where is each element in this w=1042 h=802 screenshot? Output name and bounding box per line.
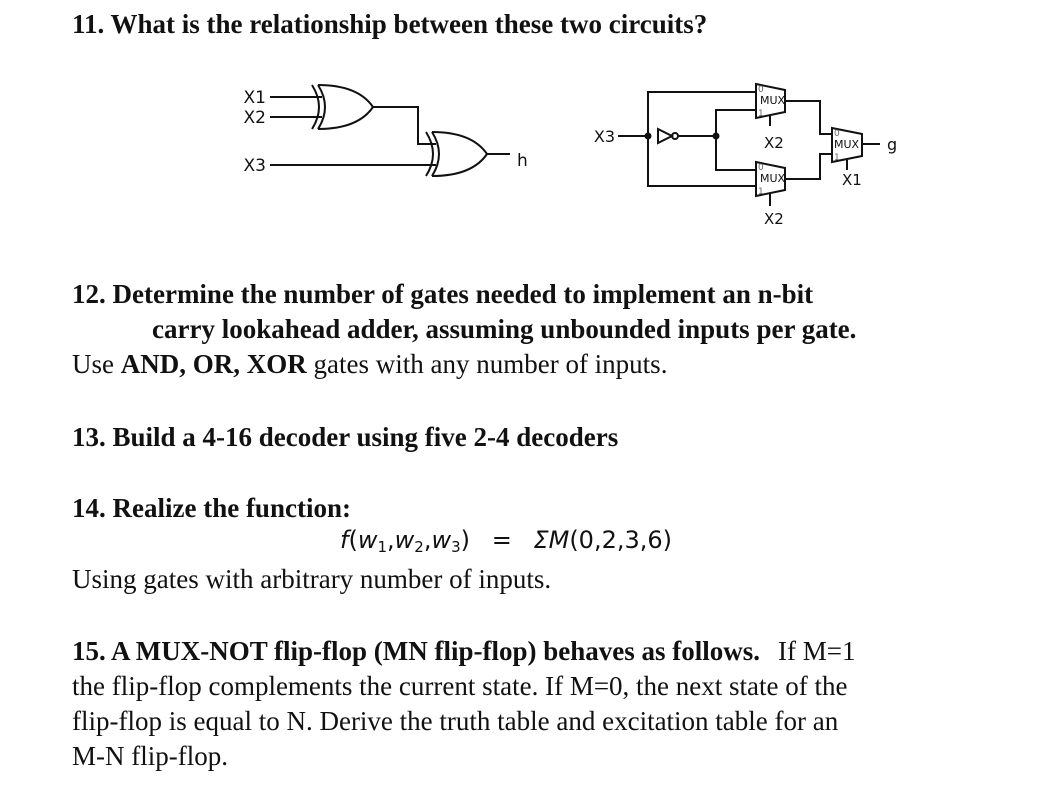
circuit1-x3-label: X3 bbox=[243, 156, 266, 176]
q14-paren-close: ) bbox=[460, 526, 471, 554]
q14-w1: w bbox=[357, 526, 378, 554]
mux3-zero-label: 0 bbox=[834, 129, 840, 139]
q14-paren-open: ( bbox=[348, 526, 358, 554]
q14-f-symbol: f bbox=[340, 526, 349, 554]
q14-comma1: , bbox=[387, 526, 395, 554]
mux3-select-label: X1 bbox=[842, 171, 862, 189]
q15-line1 bbox=[72, 635, 855, 667]
q14-w2: w bbox=[394, 526, 415, 554]
circuit2-output-label: g bbox=[887, 135, 898, 154]
mux1-zero-label: 0 bbox=[758, 85, 764, 95]
q14-sub1: 1 bbox=[377, 538, 388, 556]
mux2-label: MUX bbox=[760, 172, 786, 185]
circuit1-x1-label: X1 bbox=[243, 88, 266, 108]
mux1-select-label: X2 bbox=[764, 134, 784, 152]
circuit1-x2-label: X2 bbox=[243, 108, 266, 128]
q15-line3: flip-flop is equal to N. Derive the truth table and excitation table for an bbox=[72, 706, 839, 736]
q15-line2: the flip-flop complements the current state. If M=0, the next state of the bbox=[72, 671, 848, 701]
q14-sub2: 2 bbox=[414, 538, 424, 556]
circuit1-xor-diagram bbox=[230, 80, 550, 190]
mux2-zero-label: 0 bbox=[758, 163, 764, 173]
q14-comma2: , bbox=[423, 526, 432, 554]
q15-line1-bold: 15. A MUX-NOT flip-flop (MN flip-flop) behaves as follows. bbox=[72, 636, 761, 666]
q14-equals: = bbox=[491, 526, 512, 554]
q12-line3-pre: Use bbox=[72, 349, 121, 379]
q13-title: 13. Build a 4-16 decoder using five 2-4 decoders bbox=[72, 422, 619, 452]
mux1-one-label: 1 bbox=[758, 109, 764, 119]
q14-w3: w bbox=[431, 526, 452, 554]
mux2-one-label: 1 bbox=[758, 187, 764, 197]
q11-title: 11. What is the relationship between these two circuits? bbox=[72, 9, 708, 39]
circuit2-x3-label: X3 bbox=[593, 127, 615, 146]
q15-line4: M-N flip-flop. bbox=[72, 741, 228, 771]
mux3-label: MUX bbox=[834, 138, 860, 151]
q14-line2: Using gates with arbitrary number of inputs. bbox=[72, 564, 552, 594]
q14-function-expression bbox=[340, 526, 672, 556]
q12-gate-types: AND, OR, XOR bbox=[120, 349, 307, 379]
circuit2-mux-diagram bbox=[580, 70, 920, 230]
q12-line3 bbox=[72, 348, 667, 380]
mux3-one-label: 1 bbox=[834, 153, 840, 163]
q15-line1-rest: If M=1 bbox=[778, 636, 856, 666]
q12-line2: carry lookahead adder, assuming unbounded inputs per gate. bbox=[152, 314, 857, 344]
mux1-label: MUX bbox=[760, 94, 786, 107]
circuit1-output-label: h bbox=[517, 151, 528, 171]
q14-sum-of-minterms: ΣM bbox=[533, 526, 570, 554]
mux2-select-label: X2 bbox=[764, 210, 784, 228]
q14-sub3: 3 bbox=[451, 538, 461, 556]
q12-line3-post: gates with any number of inputs. bbox=[306, 349, 668, 379]
q14-minterm-list: (0,2,3,6) bbox=[569, 526, 673, 554]
q12-line1: 12. Determine the number of gates needed to implement an n-bit bbox=[72, 279, 814, 309]
q14-title: 14. Realize the function: bbox=[72, 493, 351, 523]
